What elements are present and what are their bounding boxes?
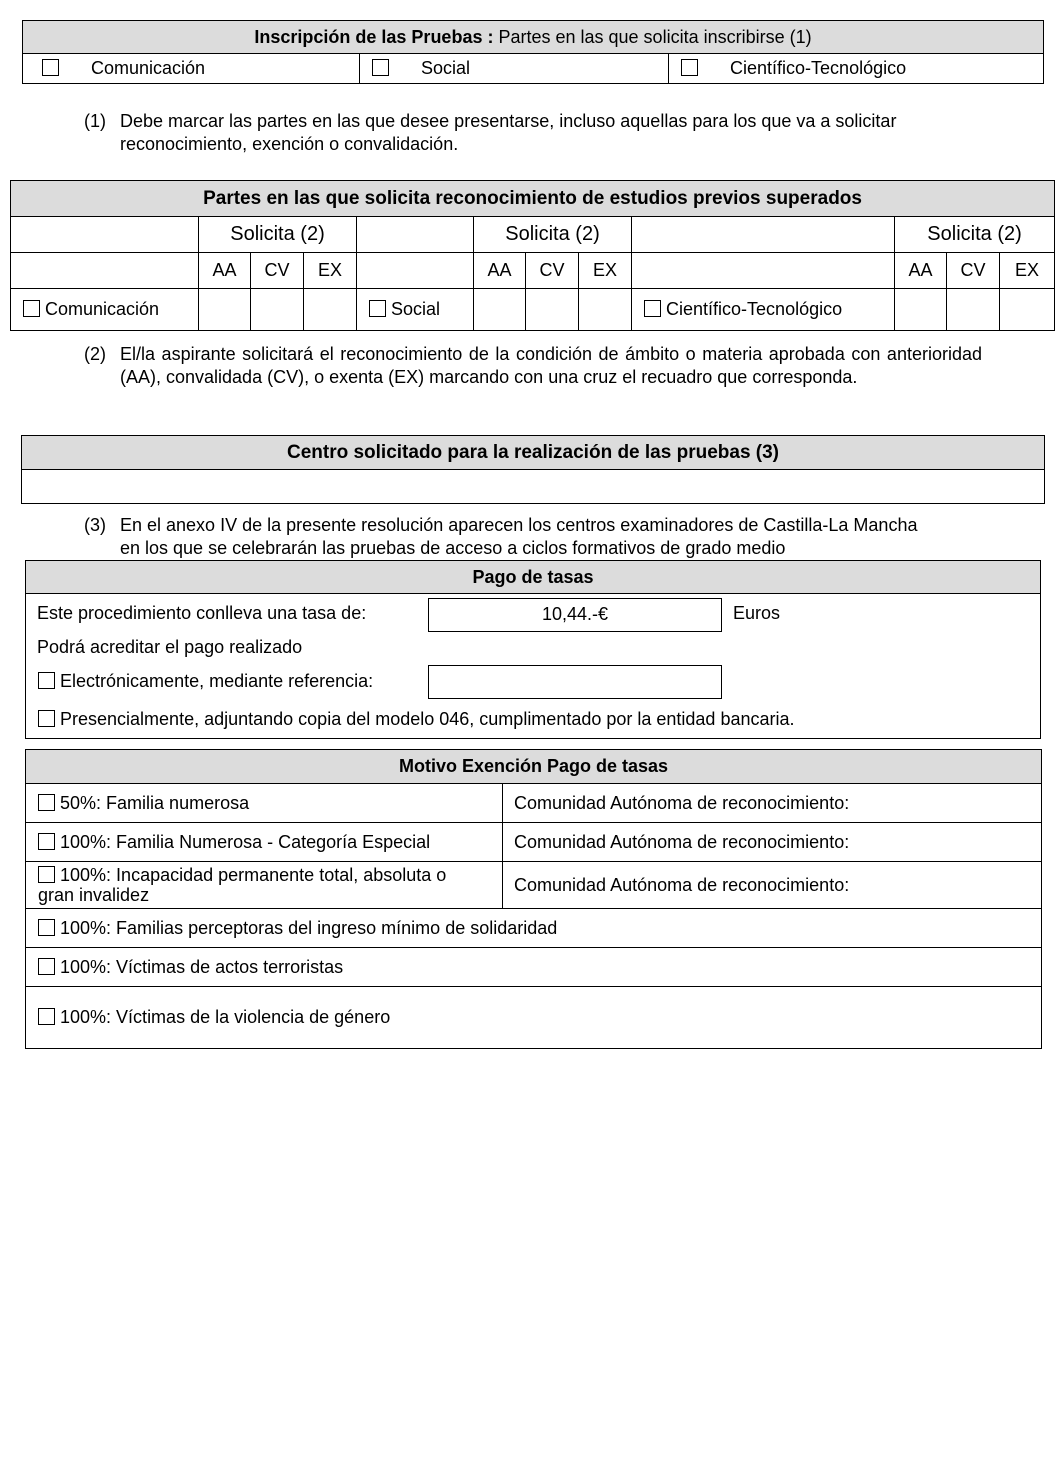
tasa-label: Este procedimiento conlleva una tasa de:	[37, 603, 367, 623]
centro-input[interactable]	[22, 470, 1045, 504]
inscripcion-option-cientifico[interactable]	[669, 54, 1044, 84]
option-label: Científico-Tecnológico	[730, 58, 907, 78]
note-text	[120, 514, 917, 560]
note-number: (2)	[84, 344, 106, 364]
checkbox[interactable]	[38, 833, 55, 850]
part-label: Científico-Tecnológico	[666, 299, 843, 319]
col-aa: AA	[199, 253, 251, 289]
checkbox[interactable]	[38, 866, 55, 883]
empty-cell	[11, 253, 199, 289]
ex-cell[interactable]	[1000, 289, 1055, 331]
checkbox[interactable]	[38, 1008, 55, 1025]
pago-header	[26, 561, 1040, 594]
centro-header: Centro solicitado para la realización de las pruebas (3)	[22, 436, 1045, 470]
inscripcion-option-social[interactable]	[360, 54, 669, 84]
col-ex: EX	[579, 253, 632, 289]
reconocimiento-header: Partes en las que solicita reconocimiento de estudios previos superados	[11, 181, 1055, 217]
ccaa-label: Comunidad Autónoma de reconocimiento:	[503, 862, 1042, 909]
note-number: (1)	[84, 111, 106, 131]
pago-electronico-option[interactable]	[38, 671, 373, 692]
checkbox[interactable]	[38, 794, 55, 811]
col-cv: CV	[251, 253, 304, 289]
exencion-row-terrorismo[interactable]	[26, 948, 1042, 987]
note-line: reconocimiento, exención o convalidación.	[120, 134, 459, 154]
inscripcion-title-rest: Partes en las que solicita inscribirse (1)	[493, 26, 812, 47]
option-label: Comunicación	[91, 58, 206, 78]
checkbox[interactable]	[23, 300, 40, 317]
note-text	[120, 110, 896, 156]
checkbox[interactable]	[369, 300, 386, 317]
col-cv: CV	[947, 253, 1000, 289]
aa-cell[interactable]	[895, 289, 947, 331]
checkbox[interactable]	[372, 59, 389, 76]
note-number: (3)	[84, 515, 106, 535]
checkbox[interactable]	[42, 59, 59, 76]
inscripcion-table	[22, 20, 1044, 84]
solicita-header: Solicita (2)	[895, 217, 1055, 253]
acreditar-label: Podrá acreditar el pago realizado	[37, 637, 303, 657]
exencion-row-incapacidad[interactable]	[26, 862, 503, 909]
checkbox[interactable]	[38, 672, 55, 689]
referencia-input[interactable]	[428, 665, 722, 699]
note-line: En el anexo IV de la presente resolución aparecen los centros examinadores de Castilla-La Mancha	[120, 515, 918, 535]
ccaa-label: Comunidad Autónoma de reconocimiento:	[503, 784, 1042, 823]
aa-cell[interactable]	[199, 289, 251, 331]
note-line: en los que se celebrarán las pruebas de acceso a ciclos formativos de grado medio	[120, 538, 786, 558]
centro-table	[21, 435, 1045, 504]
note-line: Debe marcar las partes en las que desee presentarse, incluso aquellas para los que va a solicitar	[120, 111, 897, 131]
cv-cell[interactable]	[947, 289, 1000, 331]
empty-cell	[357, 217, 474, 253]
ex-cell[interactable]	[579, 289, 632, 331]
note-3	[84, 514, 1004, 560]
checkbox[interactable]	[38, 710, 55, 727]
cv-cell[interactable]	[251, 289, 304, 331]
empty-cell	[632, 217, 895, 253]
empty-cell	[357, 253, 474, 289]
aa-cell[interactable]	[474, 289, 526, 331]
checkbox[interactable]	[644, 300, 661, 317]
ccaa-label: Comunidad Autónoma de reconocimiento:	[503, 823, 1042, 862]
empty-cell	[11, 217, 199, 253]
checkbox[interactable]	[38, 919, 55, 936]
option-label: 100%: Familia Numerosa - Categoría Especial	[60, 831, 431, 852]
exencion-table	[25, 749, 1042, 1049]
tasa-unit: Euros	[733, 603, 781, 623]
reconocimiento-part-comunicacion[interactable]	[11, 289, 199, 331]
exencion-row-ingreso-minimo[interactable]	[26, 909, 1042, 948]
empty-cell	[632, 253, 895, 289]
col-aa: AA	[474, 253, 526, 289]
col-aa: AA	[895, 253, 947, 289]
exencion-header: Motivo Exención Pago de tasas	[26, 750, 1042, 784]
pago-presencial-option[interactable]	[38, 709, 795, 730]
pago-title: Pago de tasas	[472, 567, 594, 587]
col-cv: CV	[526, 253, 579, 289]
exencion-row-familia-numerosa[interactable]	[26, 784, 503, 823]
option-label: Social	[421, 58, 471, 78]
note-2	[84, 343, 982, 413]
reconocimiento-table	[10, 180, 1055, 331]
option-label: 100%: Familias perceptoras del ingreso mínimo de solidaridad	[60, 917, 558, 938]
exencion-row-violencia-genero[interactable]	[26, 987, 1042, 1049]
checkbox[interactable]	[681, 59, 698, 76]
option-label: 50%: Familia numerosa	[60, 792, 250, 813]
option-label: 100%: Víctimas de actos terroristas	[60, 956, 344, 977]
solicita-header: Solicita (2)	[199, 217, 357, 253]
option-label-continued: gran invalidez	[38, 885, 150, 905]
col-ex: EX	[1000, 253, 1055, 289]
inscripcion-header	[23, 21, 1044, 54]
note-text: El/la aspirante solicitará el reconocimiento de la condición de ámbito o materia aprobada con anterioridad (AA), convalidada (CV), o exenta (EX) marcando con una cruz el recuadro que corresponda.	[120, 344, 982, 387]
reconocimiento-part-social[interactable]	[357, 289, 474, 331]
option-label: 100%: Incapacidad permanente total, absoluta o	[60, 865, 447, 885]
col-ex: EX	[304, 253, 357, 289]
note-1	[84, 110, 984, 158]
pago-section	[25, 560, 1041, 739]
tasa-value-field: 10,44.-€	[428, 598, 722, 632]
checkbox[interactable]	[38, 958, 55, 975]
solicita-header: Solicita (2)	[474, 217, 632, 253]
exencion-row-familia-especial[interactable]	[26, 823, 503, 862]
option-label: Electrónicamente, mediante referencia:	[60, 671, 374, 691]
part-label: Comunicación	[45, 299, 160, 319]
option-label: 100%: Víctimas de la violencia de género	[60, 1007, 391, 1027]
inscripcion-option-comunicacion[interactable]	[23, 54, 360, 84]
part-label: Social	[391, 299, 441, 319]
reconocimiento-part-cientifico[interactable]	[632, 289, 895, 331]
inscripcion-title-bold: Inscripción de las Pruebas :	[254, 26, 494, 47]
option-label: Presencialmente, adjuntando copia del modelo 046, cumplimentado por la entidad bancaria.	[60, 709, 795, 729]
cv-cell[interactable]	[526, 289, 579, 331]
ex-cell[interactable]	[304, 289, 357, 331]
